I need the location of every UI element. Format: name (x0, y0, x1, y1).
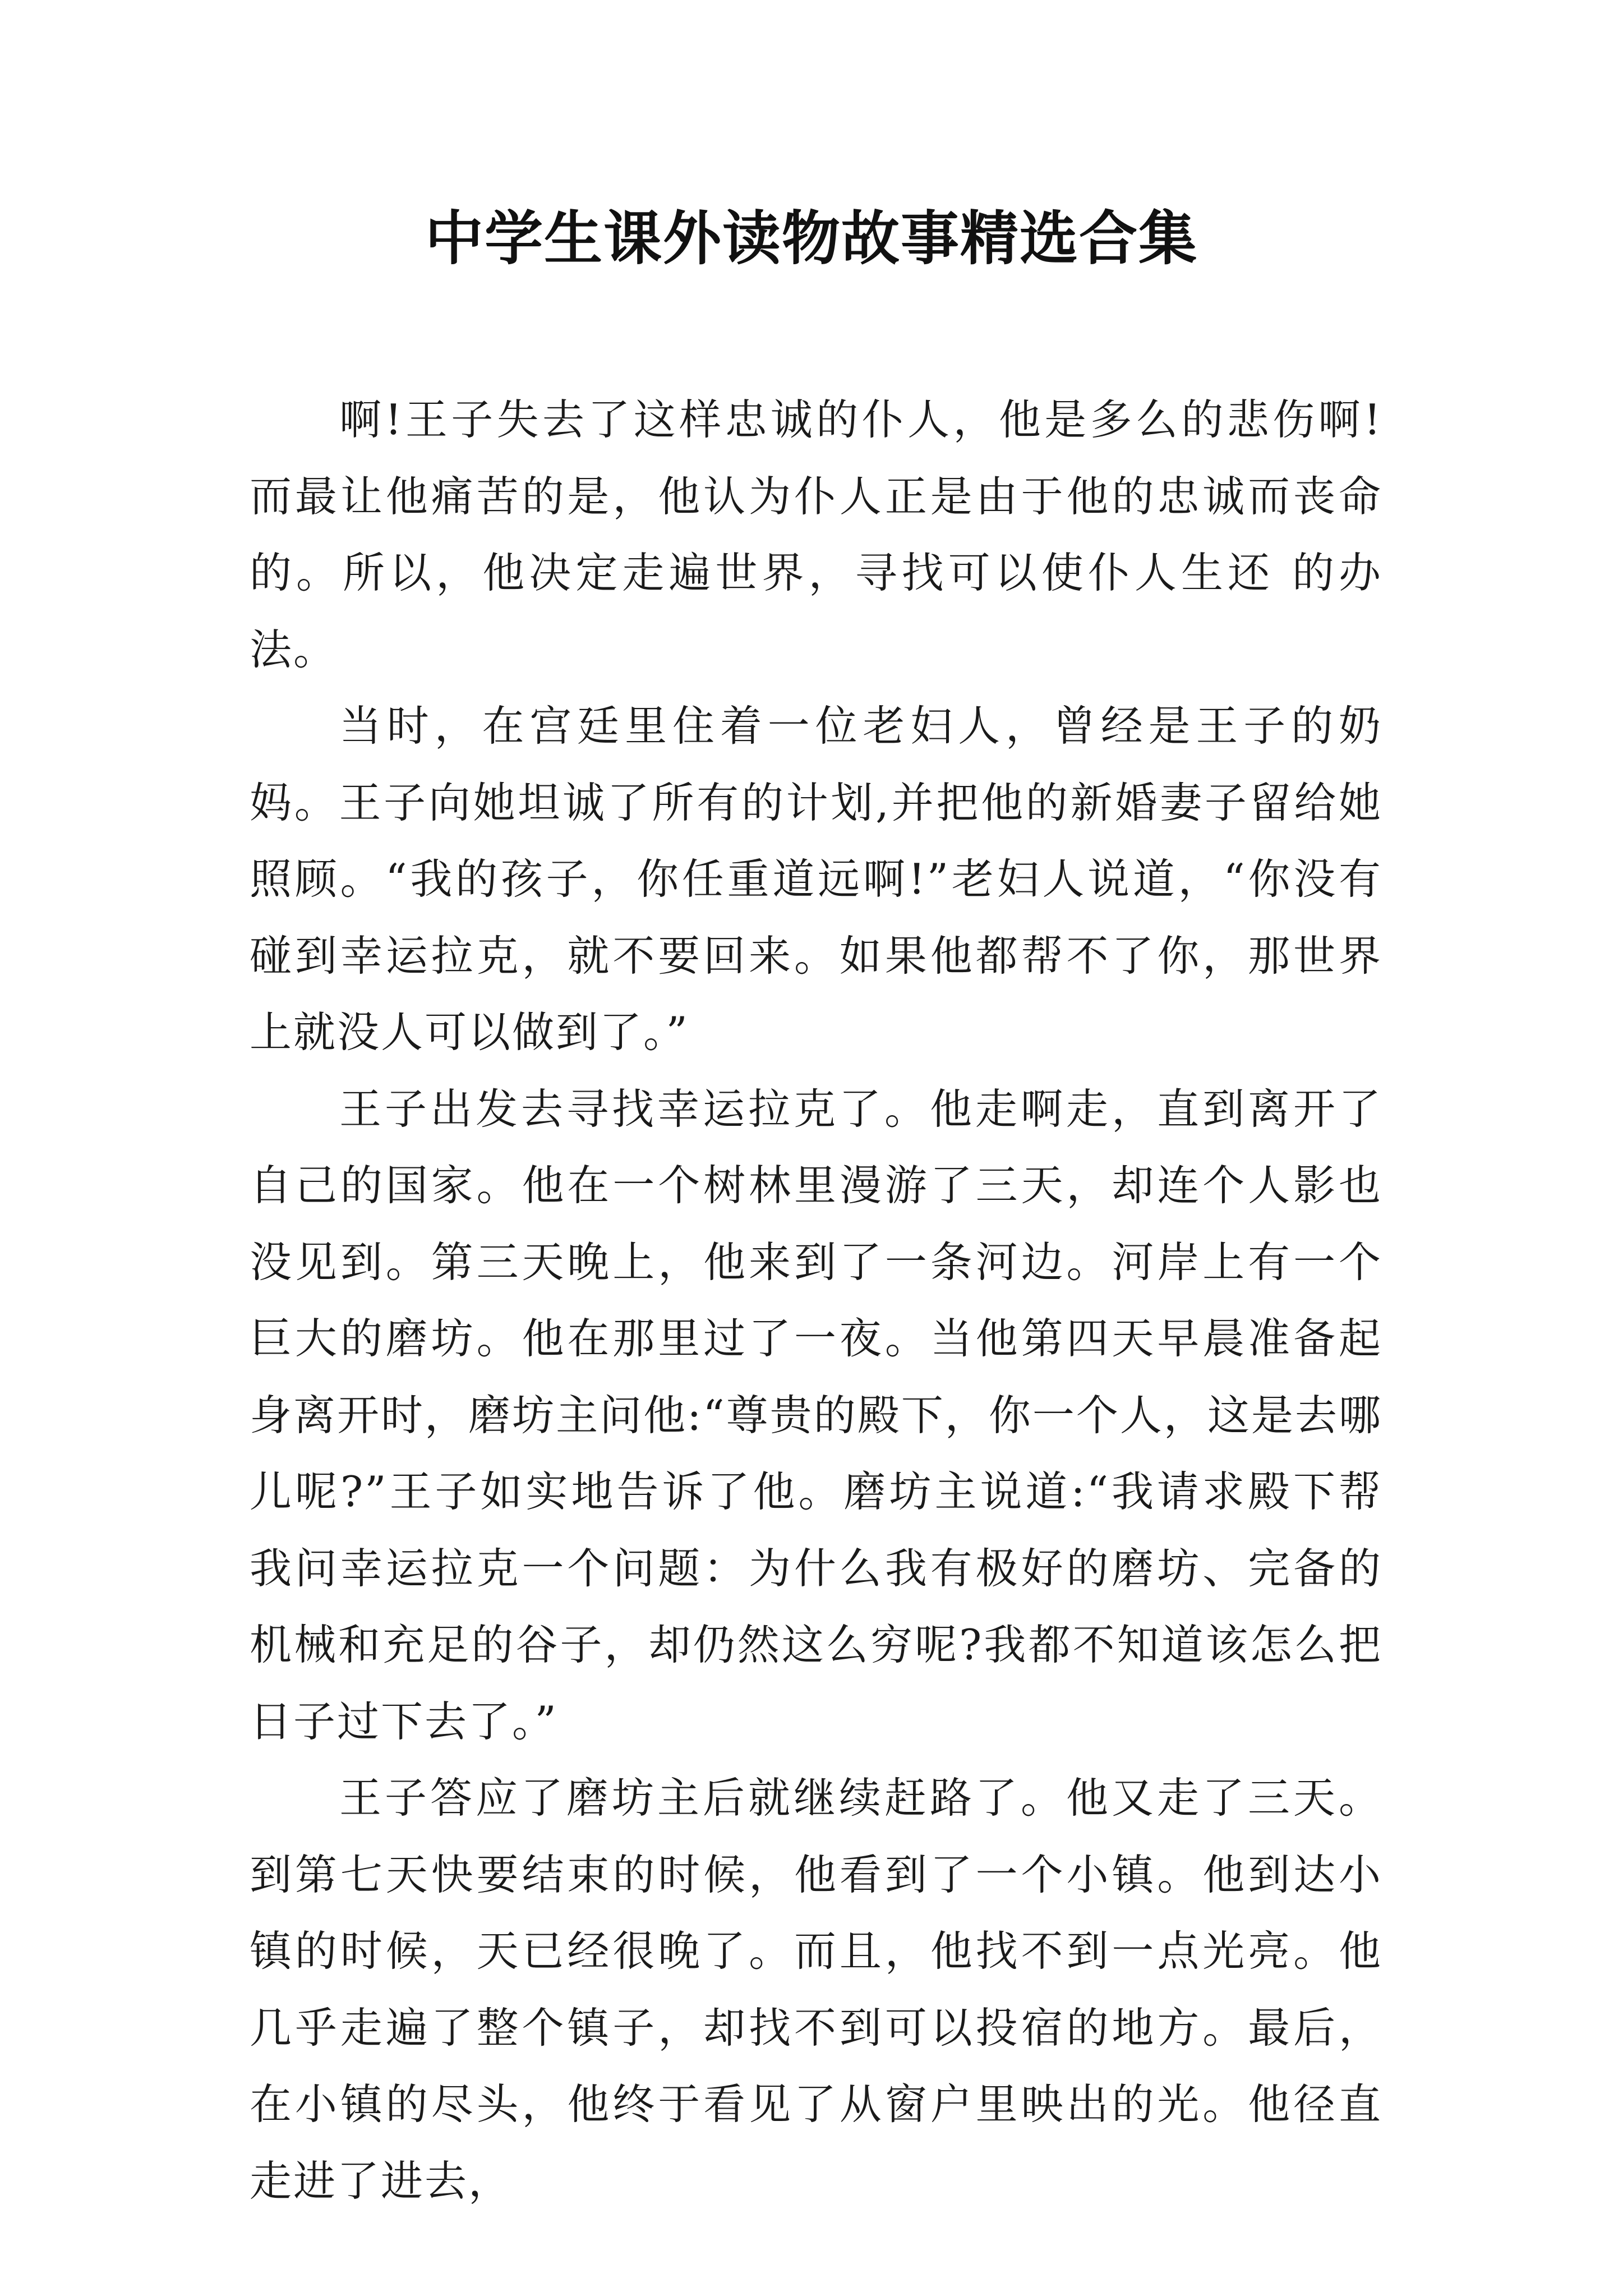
document-title: 中学生课外读物故事精选合集 (425, 204, 1198, 273)
paragraph-2: 当时，在宫廷里住着一位老妇人，曾经是王子的奶妈。王子向她坦诚了所有的计划,并把他的新婚妻子留给她照顾。“我的孩子，你任重道远啊!”老妇人说道，“你没有碰到幸运拉克，就不要回来。如果他都帮不了你，那世界上就没人可以做到了。” (250, 701, 1382, 1057)
paragraph-1: 啊!王子失去了这样忠诚的仆人，他是多么的悲伤啊!而最让他痛苦的是，他认为仆人正是由于他的忠诚而丧命的。所以，他决定走遍世界，寻找可以使仆人生还 的办法。 (250, 395, 1382, 674)
paragraph-3: 王子出发去寻找幸运拉克了。他走啊走，直到离开了自己的国家。他在一个树林里漫游了三天，却连个人影也没见到。第三天晚上，他来到了一条河边。河岸上有一个巨大的磨坊。他在那里过了一夜。当他第四天早晨准备起身离开时，磨坊主问他:“尊贵的殿下，你一个人，这是去哪儿呢?”王子如实地告诉了他。磨坊主说道:“我请求殿下帮我问幸运拉克一个问题：为什么我有极好的磨坊、完备的机械和充足的谷子，却仍然这么穷呢?我都不知道该怎么把日子过下去了。” (250, 1084, 1382, 1746)
document-body (250, 381, 1382, 2219)
paragraph-4: 王子答应了磨坊主后就继续赶路了。他又走了三天。到第七天快要结束的时候，他看到了一个小镇。他到达小镇的时候，天已经很晚了。而且，他找不到一点光亮。他几乎走遍了整个镇子，却找不到可以投宿的地方。最后，在小镇的尽头，他终于看见了从窗户里映出的光。他径直走进了进去， (250, 1773, 1382, 2206)
